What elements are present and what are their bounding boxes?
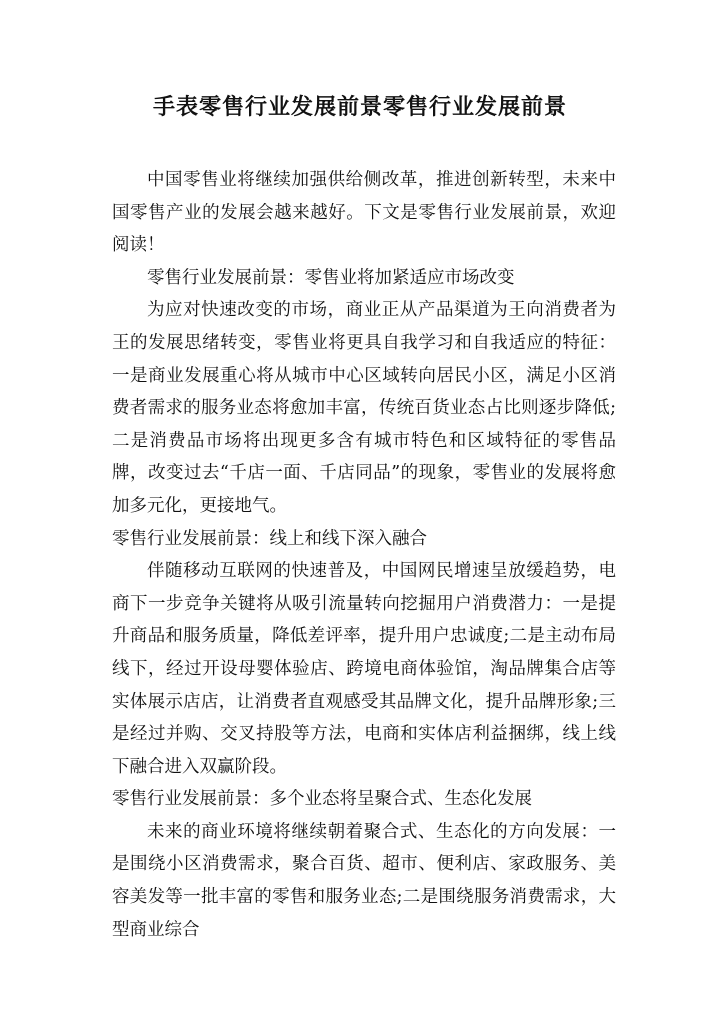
section-heading-market-adaptation: 零售行业发展前景：零售业将加紧适应市场改变: [147, 267, 515, 288]
paragraph-online-offline: 伴随移动互联网的快速普及，中国网民增速呈放缓趋势，电商下一步竞争关键将从吸引流量转向挖掘用户消费潜力：一是提升商品和服务质量，降低差评率，提升用户忠诚度;二是主动布局线下，经过开设母婴体验店、跨境电商体验馆，淘品牌集合店等实体展示店店，让消费者直观感受其品牌文化，提升品牌形象;三是经过并购、交叉持股等方法，电商和实体店利益捆绑，线上线下融合进入双赢阶段。: [112, 561, 616, 777]
paragraph-market-adaptation: 为应对快速改变的市场，商业正从产品渠道为王向消费者为王的发展思绪转变，零售业将更具自我学习和自我适应的特征：一是商业发展重心将从城市中心区域转向居民小区，满足小区消费者需求的服务业态将愈加丰富，传统百货业态占比则逐步降低;二是消费品市场将出现更多含有城市特色和区域特征的零售品牌，改变过去“千店一面、千店同品”的现象，零售业的发展将愈加多元化，更接地气。: [112, 300, 616, 516]
paragraph-multi-format: 未来的商业环境将继续朝着聚合式、生态化的方向发展：一是围绕小区消费需求，聚合百货、超市、便利店、家政服务、美容美发等一批丰富的零售和服务业态;二是围绕服务消费需求，大型商业综合: [112, 821, 616, 940]
section-heading-online-offline: 零售行业发展前景：线上和线下深入融合: [112, 528, 427, 549]
document-body: [112, 164, 616, 946]
section-heading-multi-format: 零售行业发展前景：多个业态将呈聚合式、生态化发展: [112, 789, 532, 810]
page-title: 手表零售行业发展前景零售行业发展前景: [152, 94, 567, 120]
paragraph-intro: 中国零售业将继续加强供给侧改革，推进创新转型，未来中国零售产业的发展会越来越好。下文是零售行业发展前景，欢迎阅读！: [112, 170, 616, 256]
